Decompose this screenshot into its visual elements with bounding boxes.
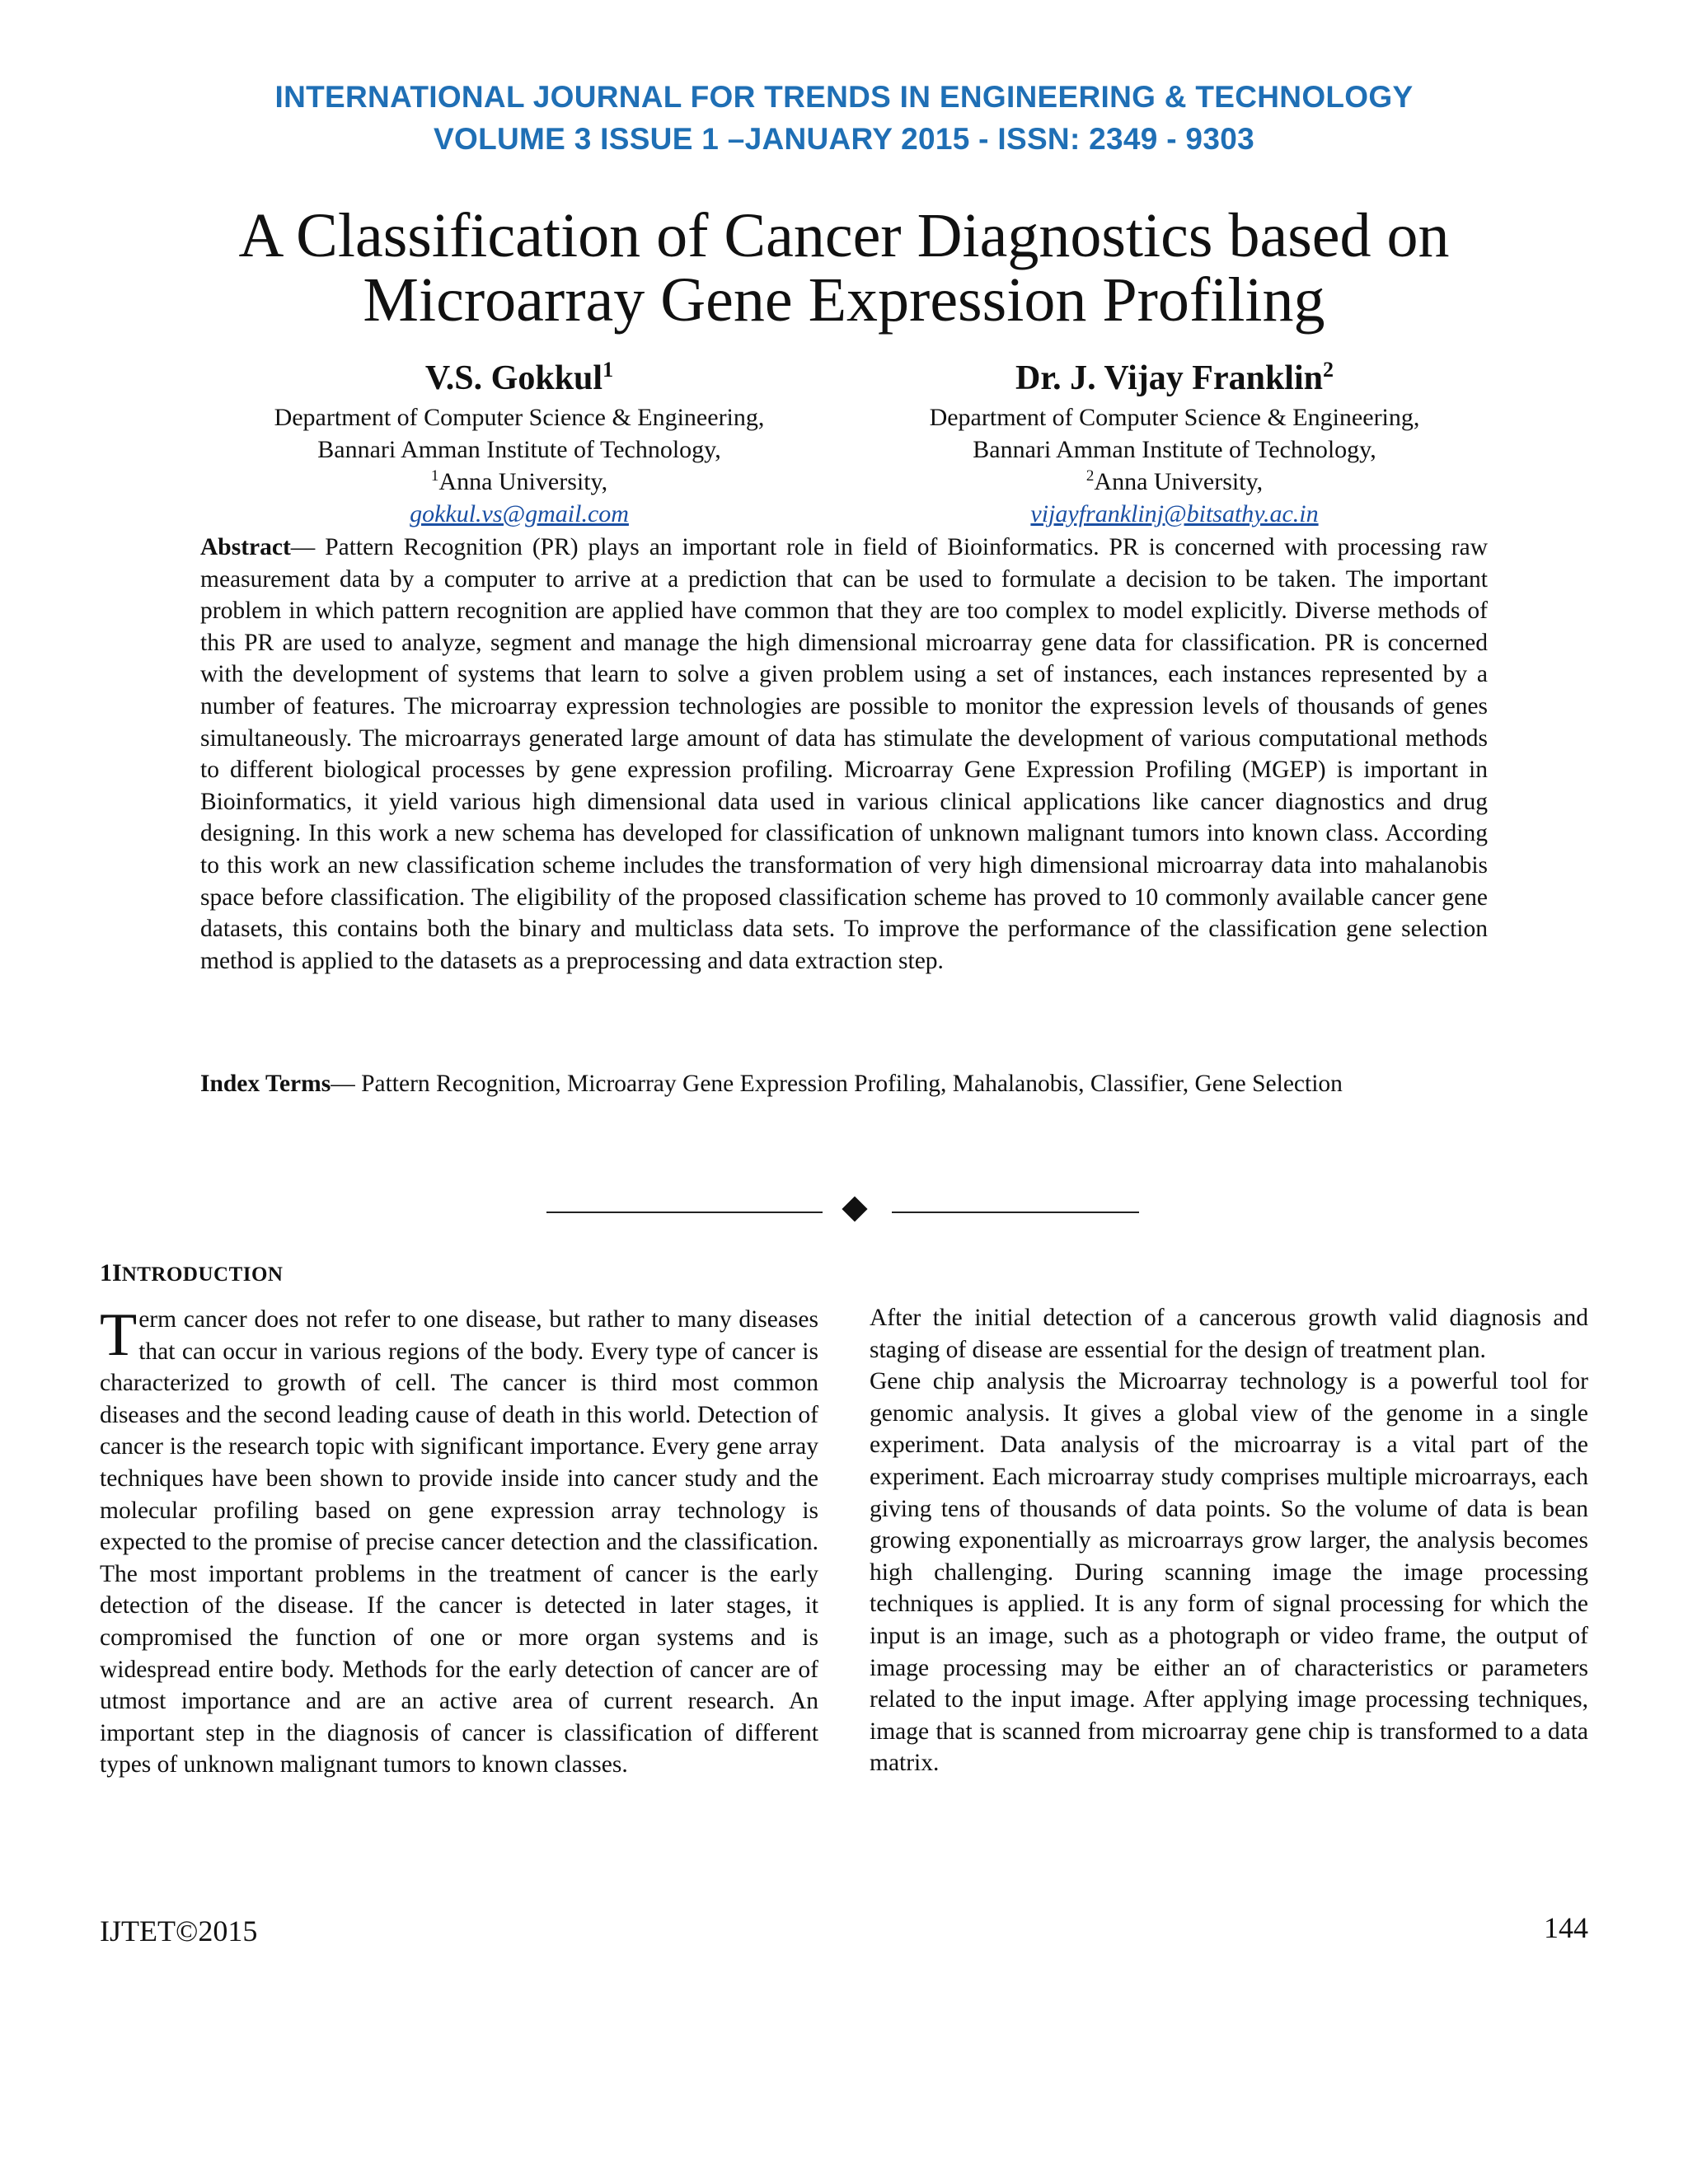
author-email-line [845,498,1504,530]
university-superscript: 2 [1085,467,1095,485]
author-university [190,466,849,498]
abstract-text: Pattern Recognition (PR) plays an important role in field of Bioinformatics. PR is concerned with processing raw measurement data by a computer to arrive at a prediction that can be used to formulate a decision to be taken. The important problem in which pattern recognition are applied have common that they are too complex to model explicitly. Diverse methods of this PR are used to analyze, segment and manage the high dimensional microarray gene data for classification. PR is concerned with the development of systems that learn to solve a given problem using a set of instances, each instances represented by a number of features. The microarray expression technologies are possible to monitor the expression levels of thousands of genes simultaneously. The microarrays generated large amount of data has stimulate the development of various computational methods to different biological processes by gene expression profiling. Microarray Gene Expression Profiling (MGEP) is important in Bioinformatics, it yield various high dimensional data used in various clinical applications like cancer diagnostics and drug designing. In this work a new schema has developed for classification of unknown malignant tumors into known class. According to this work an new classification scheme includes the transformation of very high dimensional microarray data into mahalanobis space before classification. The eligibility of the proposed classification scheme has proved to 10 commonly available cancer gene datasets, this contains both the binary and multiclass data sets. To improve the performance of the classification gene selection method is applied to the datasets as a preprocessing and data extraction step. [200,534,1489,974]
intro-paragraph-text: erm cancer does not refer to one disease, but rather to many diseases that can occur in various regions of the body. Every type of cancer is characterized to growth of cell. The cancer is third most common diseases and the second leading cause of death in this world. Detection of cancer is the research topic with significant importance. Every gene array techniques have been shown to provide inside into cancer study and the molecular profiling based on gene expression array technology is expected to the promise of precise cancer detection and the classification. The most important problems in the treatment of cancer is the early detection of the disease. If the cancer is detected in later stages, it compromised the function of one or more organ systems and is widespread entire body. Methods for the early detection of cancer are of utmost importance and are an active area of current research. An important step in the diagnosis of cancer is classification of different types of unknown malignant tumors to known classes. [100,1306,818,1779]
index-terms-dash: — [331,1071,362,1097]
author-email-link[interactable]: vijayfranklinj@bitsathy.ac.in [1030,500,1319,527]
author-superscript: 2 [1323,358,1334,382]
section-title-initial: I [112,1259,122,1286]
journal-name: INTERNATIONAL JOURNAL FOR TRENDS IN ENGINEERING & TECHNOLOGY [274,80,1414,114]
right-column [870,1302,1588,1779]
abstract-label: Abstract [200,534,291,560]
author-department: Department of Computer Science & Engineering, [929,404,1420,431]
section-title-rest: NTRODUCTION [121,1263,284,1286]
author-department: Department of Computer Science & Engineering, [274,404,765,431]
abstract-dash: — [290,534,326,560]
index-terms-label: Index Terms [200,1071,331,1097]
drop-cap: T [100,1301,138,1369]
index-terms-text: Pattern Recognition, Microarray Gene Expression Profiling, Mahalanobis, Classifier, Gene Selection [361,1071,1343,1097]
author-email-line [190,498,849,530]
author-name [190,359,849,398]
paper-title-line-1: A Classification of Cancer Diagnostics based on [238,201,1450,270]
paper-title-line-2: Microarray Gene Expression Profiling [363,265,1325,335]
intro-paragraph [100,1301,818,1781]
paragraph-gene-chip: Gene chip analysis the Microarray technology is a powerful tool for genomic analysis. It gives a global view of the genome in a single experiment. Data analysis of the microarray is a vital part of the experiment. Each microarray study comprises multiple microarrays, each giving tens of thousands of data points. So the volume of data is bean growing exponentially as microarrays grow larger, the analysis becomes high challenging. During scanning image the image processing techniques is applied. It is any form of signal processing for which the input is an image, such as a photograph or video frame, the output of image processing may be either an of characteristics or parameters related to the input image. After applying image processing techniques, image that is scanned from microarray gene chip is transformed to a data matrix. [870,1368,1588,1777]
page-number: 144 [1544,1911,1588,1944]
author-university [845,466,1504,498]
author-name [845,359,1504,398]
university-text: Anna University, [1094,468,1264,495]
author-name-text: V.S. Gokkul [424,359,603,397]
author-name-text: Dr. J. Vijay Franklin [1015,359,1323,397]
journal-issue: VOLUME 3 ISSUE 1 –JANUARY 2015 - ISSN: 2349 - 9303 [434,122,1254,156]
author-email-link[interactable]: gokkul.vs@gmail.com [410,500,629,527]
abstract [200,532,1488,977]
author-institute: Bannari Amman Institute of Technology, [973,436,1376,463]
section-number: 1 [100,1259,112,1286]
index-terms [200,1068,1488,1100]
paragraph-diagnosis: After the initial detection of a cancerous growth valid diagnosis and staging of disease are essential for the design of treatment plan. [870,1305,1588,1363]
author-institute: Bannari Amman Institute of Technology, [317,436,721,463]
author-block-2 [845,359,1504,530]
university-text: Anna University, [438,468,608,495]
university-superscript: 1 [430,467,439,485]
left-column [100,1301,818,1781]
author-block-1 [190,359,849,530]
section-heading [100,1259,283,1287]
footer-copyright: IJTET©2015 [100,1915,258,1947]
separator-line-left [546,1212,823,1213]
diamond-separator-icon [842,1196,867,1221]
separator-line-right [892,1212,1139,1213]
author-superscript: 1 [603,358,614,382]
